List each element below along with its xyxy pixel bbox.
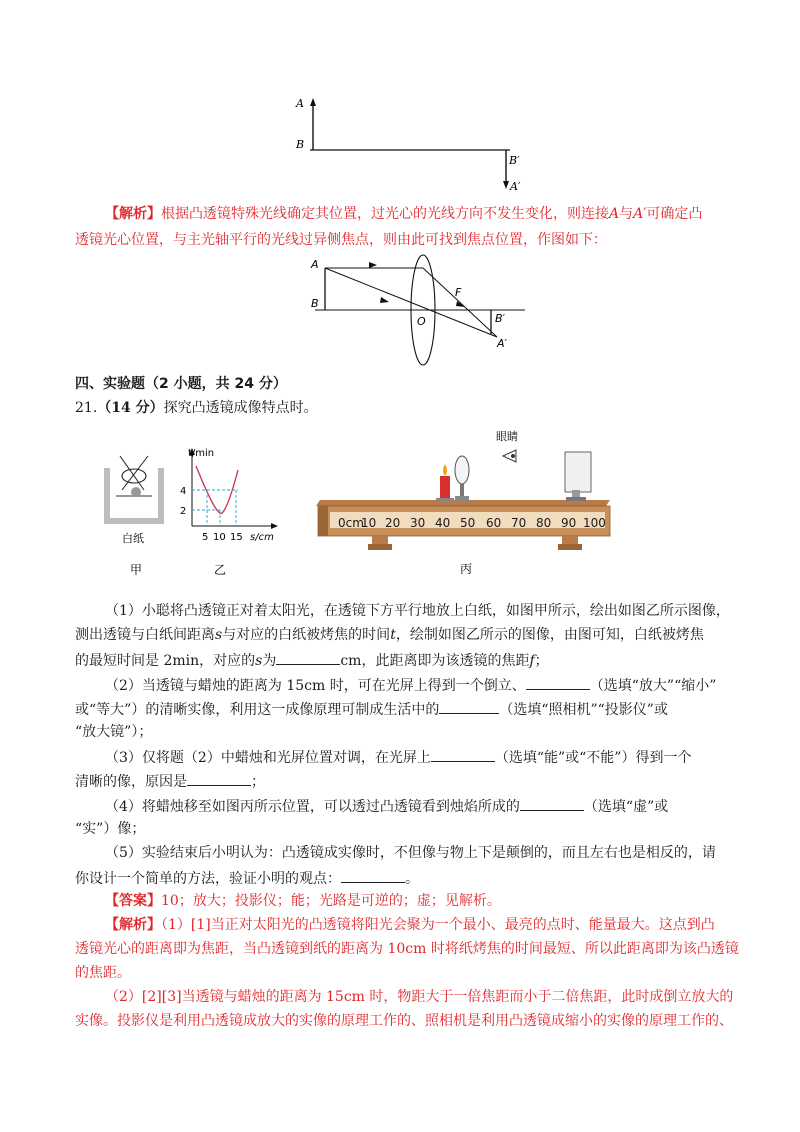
label-O: O bbox=[417, 315, 426, 328]
paper-label: 白纸 bbox=[122, 532, 144, 545]
part-1-text-g: ； bbox=[534, 653, 549, 669]
var-s: s bbox=[255, 653, 263, 669]
part-1-text-b: 与对应的白纸被烤焦的时间 bbox=[222, 627, 391, 643]
label-B: B bbox=[296, 138, 305, 151]
answer-text: 10；放大；投影仪；能；光路是可逆的；虚；见解析。 bbox=[161, 893, 501, 909]
label-B: B bbox=[311, 297, 319, 310]
ruler-tick-60: 60 bbox=[486, 516, 502, 530]
label-B-prime: B′ bbox=[509, 154, 520, 167]
part-2-text-c: 或“等大”）的清晰实像，利用这一成像原理可制成生活中的 bbox=[75, 702, 440, 718]
graph-x15: 15 bbox=[230, 532, 243, 543]
question-number: 21. bbox=[75, 400, 98, 416]
graph-y2: 2 bbox=[180, 506, 187, 517]
part-1-text-d: 的最短时间是 2min，对应的 bbox=[75, 653, 256, 669]
part-1-text-c: ，绘制如图乙所示的图像，由图可知，白纸被烤焦 bbox=[395, 627, 704, 643]
graph-x5: 5 bbox=[202, 532, 209, 543]
part-2-text-a: （2）当透镜与蜡烛的距离为 15cm 时，可在光屏上得到一个倒立、 bbox=[105, 678, 526, 694]
part-1-text-e: 为 bbox=[262, 653, 277, 669]
label-F: F bbox=[455, 286, 462, 299]
figure-object-image bbox=[280, 90, 540, 200]
part-2-line-2 bbox=[75, 699, 668, 719]
ruler-tick-40: 40 bbox=[435, 516, 451, 530]
part-4-text-a: （4）将蜡烛移至如图丙所示位置，可以透过凸透镜看到烛焰所成的 bbox=[105, 799, 520, 815]
part-1-line-2 bbox=[75, 626, 704, 644]
section-title: 四、实验题（2 小题，共 24 分） bbox=[75, 376, 287, 392]
analysis-21-line-4: （2）[2][3]当透镜与蜡烛的距离为 15cm 时，物距大于一倍焦距而小于二倍焦距，此时成倒立放大的 bbox=[105, 989, 734, 1005]
label-A-prime: A′ bbox=[510, 180, 521, 193]
graph-ylabel: t/min bbox=[188, 448, 215, 459]
question-score: （14 分） bbox=[97, 400, 164, 416]
answer-tag: 【答案】 bbox=[105, 893, 161, 909]
part-2-text-d: （选填“照相机”“投影仪”或 bbox=[499, 702, 668, 718]
part-5-line-2 bbox=[75, 868, 419, 888]
analysis-1-line-1 bbox=[105, 205, 702, 223]
bench-ruler bbox=[338, 516, 608, 532]
analysis-21-line-3: 的焦距。 bbox=[75, 965, 131, 981]
analysis-tag: 【解析】 bbox=[105, 917, 161, 933]
label-B-prime: B′ bbox=[495, 312, 506, 325]
ruler-tick-70: 70 bbox=[511, 516, 527, 530]
question-stem-text: 探究凸透镜成像特点时。 bbox=[163, 400, 318, 416]
answer-blank-2[interactable] bbox=[526, 675, 590, 690]
analysis-21-line-5: 实像。投影仪是利用凸透镜成放大的实像的原理工作的、照相机是利用凸透镜成缩小的实像的原理工作的、 bbox=[75, 1013, 733, 1029]
figure-lens-ray-diagram bbox=[305, 250, 535, 370]
analysis-1-A: A bbox=[609, 206, 620, 222]
part-3-text-d: ； bbox=[251, 774, 265, 790]
analysis-21-line-2: 透镜光心的距离即为焦距，当凸透镜到纸的距离为 10cm 时将纸烤焦的时间最短、所以此距离即为该凸透镜 bbox=[75, 941, 739, 957]
ruler-tick-100: 100 bbox=[583, 516, 606, 530]
var-t: t bbox=[390, 627, 396, 643]
figure-jia bbox=[100, 450, 175, 575]
figure-yi-caption: 乙 bbox=[214, 563, 227, 576]
answer-blank-1[interactable] bbox=[276, 650, 340, 665]
answer-blank-4[interactable] bbox=[431, 747, 495, 762]
var-f: f bbox=[529, 653, 535, 669]
part-1-line-1: （1）小聪将凸透镜正对着太阳光，在透镜下方平行地放上白纸，如图甲所示，绘出如图乙所示图像， bbox=[105, 603, 730, 619]
answer-line bbox=[105, 892, 501, 910]
figure-bing-caption: 丙 bbox=[460, 562, 473, 576]
part-1-line-3 bbox=[75, 650, 549, 670]
ruler-tick-90: 90 bbox=[561, 516, 577, 530]
ruler-tick-0: 0cm bbox=[338, 516, 364, 530]
part-4-line-1 bbox=[105, 796, 668, 816]
figure-jia-caption: 甲 bbox=[130, 563, 143, 575]
analysis-21-line-1 bbox=[105, 916, 715, 934]
analysis-1-line-2: 透镜光心位置，与主光轴平行的光线过异侧焦点，则由此可找到焦点位置，作图如下： bbox=[75, 232, 607, 248]
part-2-text-b: （选填“放大”“缩小” bbox=[589, 678, 717, 694]
ruler-tick-50: 50 bbox=[460, 516, 476, 530]
label-A-prime: A′ bbox=[497, 337, 508, 350]
part-3-text-a: （3）仅将题（2）中蜡烛和光屏位置对调，在光屏上 bbox=[105, 750, 431, 766]
ruler-tick-80: 80 bbox=[536, 516, 552, 530]
analysis-1-A-prime: A′ bbox=[633, 206, 647, 222]
part-5-text-a: 你设计一个简单的方法，验证小明的观点： bbox=[75, 871, 341, 887]
part-1-text-f: cm，此距离即为该透镜的焦距 bbox=[340, 653, 530, 669]
label-A: A bbox=[311, 258, 319, 271]
analysis-tag: 【解析】 bbox=[105, 206, 161, 222]
part-3-text-c: 清晰的像，原因是 bbox=[75, 774, 187, 790]
figure-bing-optical-bench bbox=[310, 428, 615, 576]
answer-blank-3[interactable] bbox=[439, 699, 499, 714]
figure-yi-graph bbox=[170, 440, 285, 576]
graph-xlabel: s/cm bbox=[250, 532, 274, 543]
part-3-line-1 bbox=[105, 747, 691, 767]
part-3-text-b: （选填“能”或“不能”）得到一个 bbox=[494, 750, 692, 766]
graph-x10: 10 bbox=[213, 532, 226, 543]
analysis-1-text-b: 可确定凸 bbox=[646, 206, 703, 222]
graph-y4: 4 bbox=[180, 486, 187, 497]
ruler-tick-30: 30 bbox=[410, 516, 426, 530]
part-4-text-b: （选填“虚”或 bbox=[583, 799, 669, 815]
question-21-stem bbox=[75, 399, 318, 417]
var-s: s bbox=[215, 627, 223, 643]
answer-blank-7[interactable] bbox=[341, 868, 405, 883]
part-5-line-1: （5）实验结束后小明认为：凸透镜成实像时，不但像与物上下是颠倒的，而且左右也是相反的，请 bbox=[105, 845, 716, 861]
part-1-text-a: 测出透镜与白纸间距离 bbox=[75, 627, 215, 643]
answer-blank-5[interactable] bbox=[187, 771, 251, 786]
ruler-tick-20: 20 bbox=[385, 516, 401, 530]
analysis-1-and: 与 bbox=[619, 206, 634, 222]
label-A: A bbox=[296, 97, 304, 110]
ruler-tick-10: 10 bbox=[361, 516, 377, 530]
eye-label: 眼睛 bbox=[496, 430, 518, 443]
part-3-line-2 bbox=[75, 771, 265, 791]
analysis-21-text-1: （1）[1]当正对太阳光的凸透镜将阳光会聚为一个最小、最亮的点时、能量最大。这点到凸 bbox=[161, 917, 715, 933]
part-2-line-3: “放大镜”）； bbox=[75, 724, 153, 740]
analysis-1-text: 根据凸透镜特殊光线确定其位置，过光心的光线方向不发生变化，则连接 bbox=[161, 206, 609, 222]
part-2-line-1 bbox=[105, 675, 716, 695]
part-4-line-2: “实”）像； bbox=[75, 821, 146, 837]
part-5-text-b: 。 bbox=[405, 871, 419, 887]
answer-blank-6[interactable] bbox=[520, 796, 584, 811]
